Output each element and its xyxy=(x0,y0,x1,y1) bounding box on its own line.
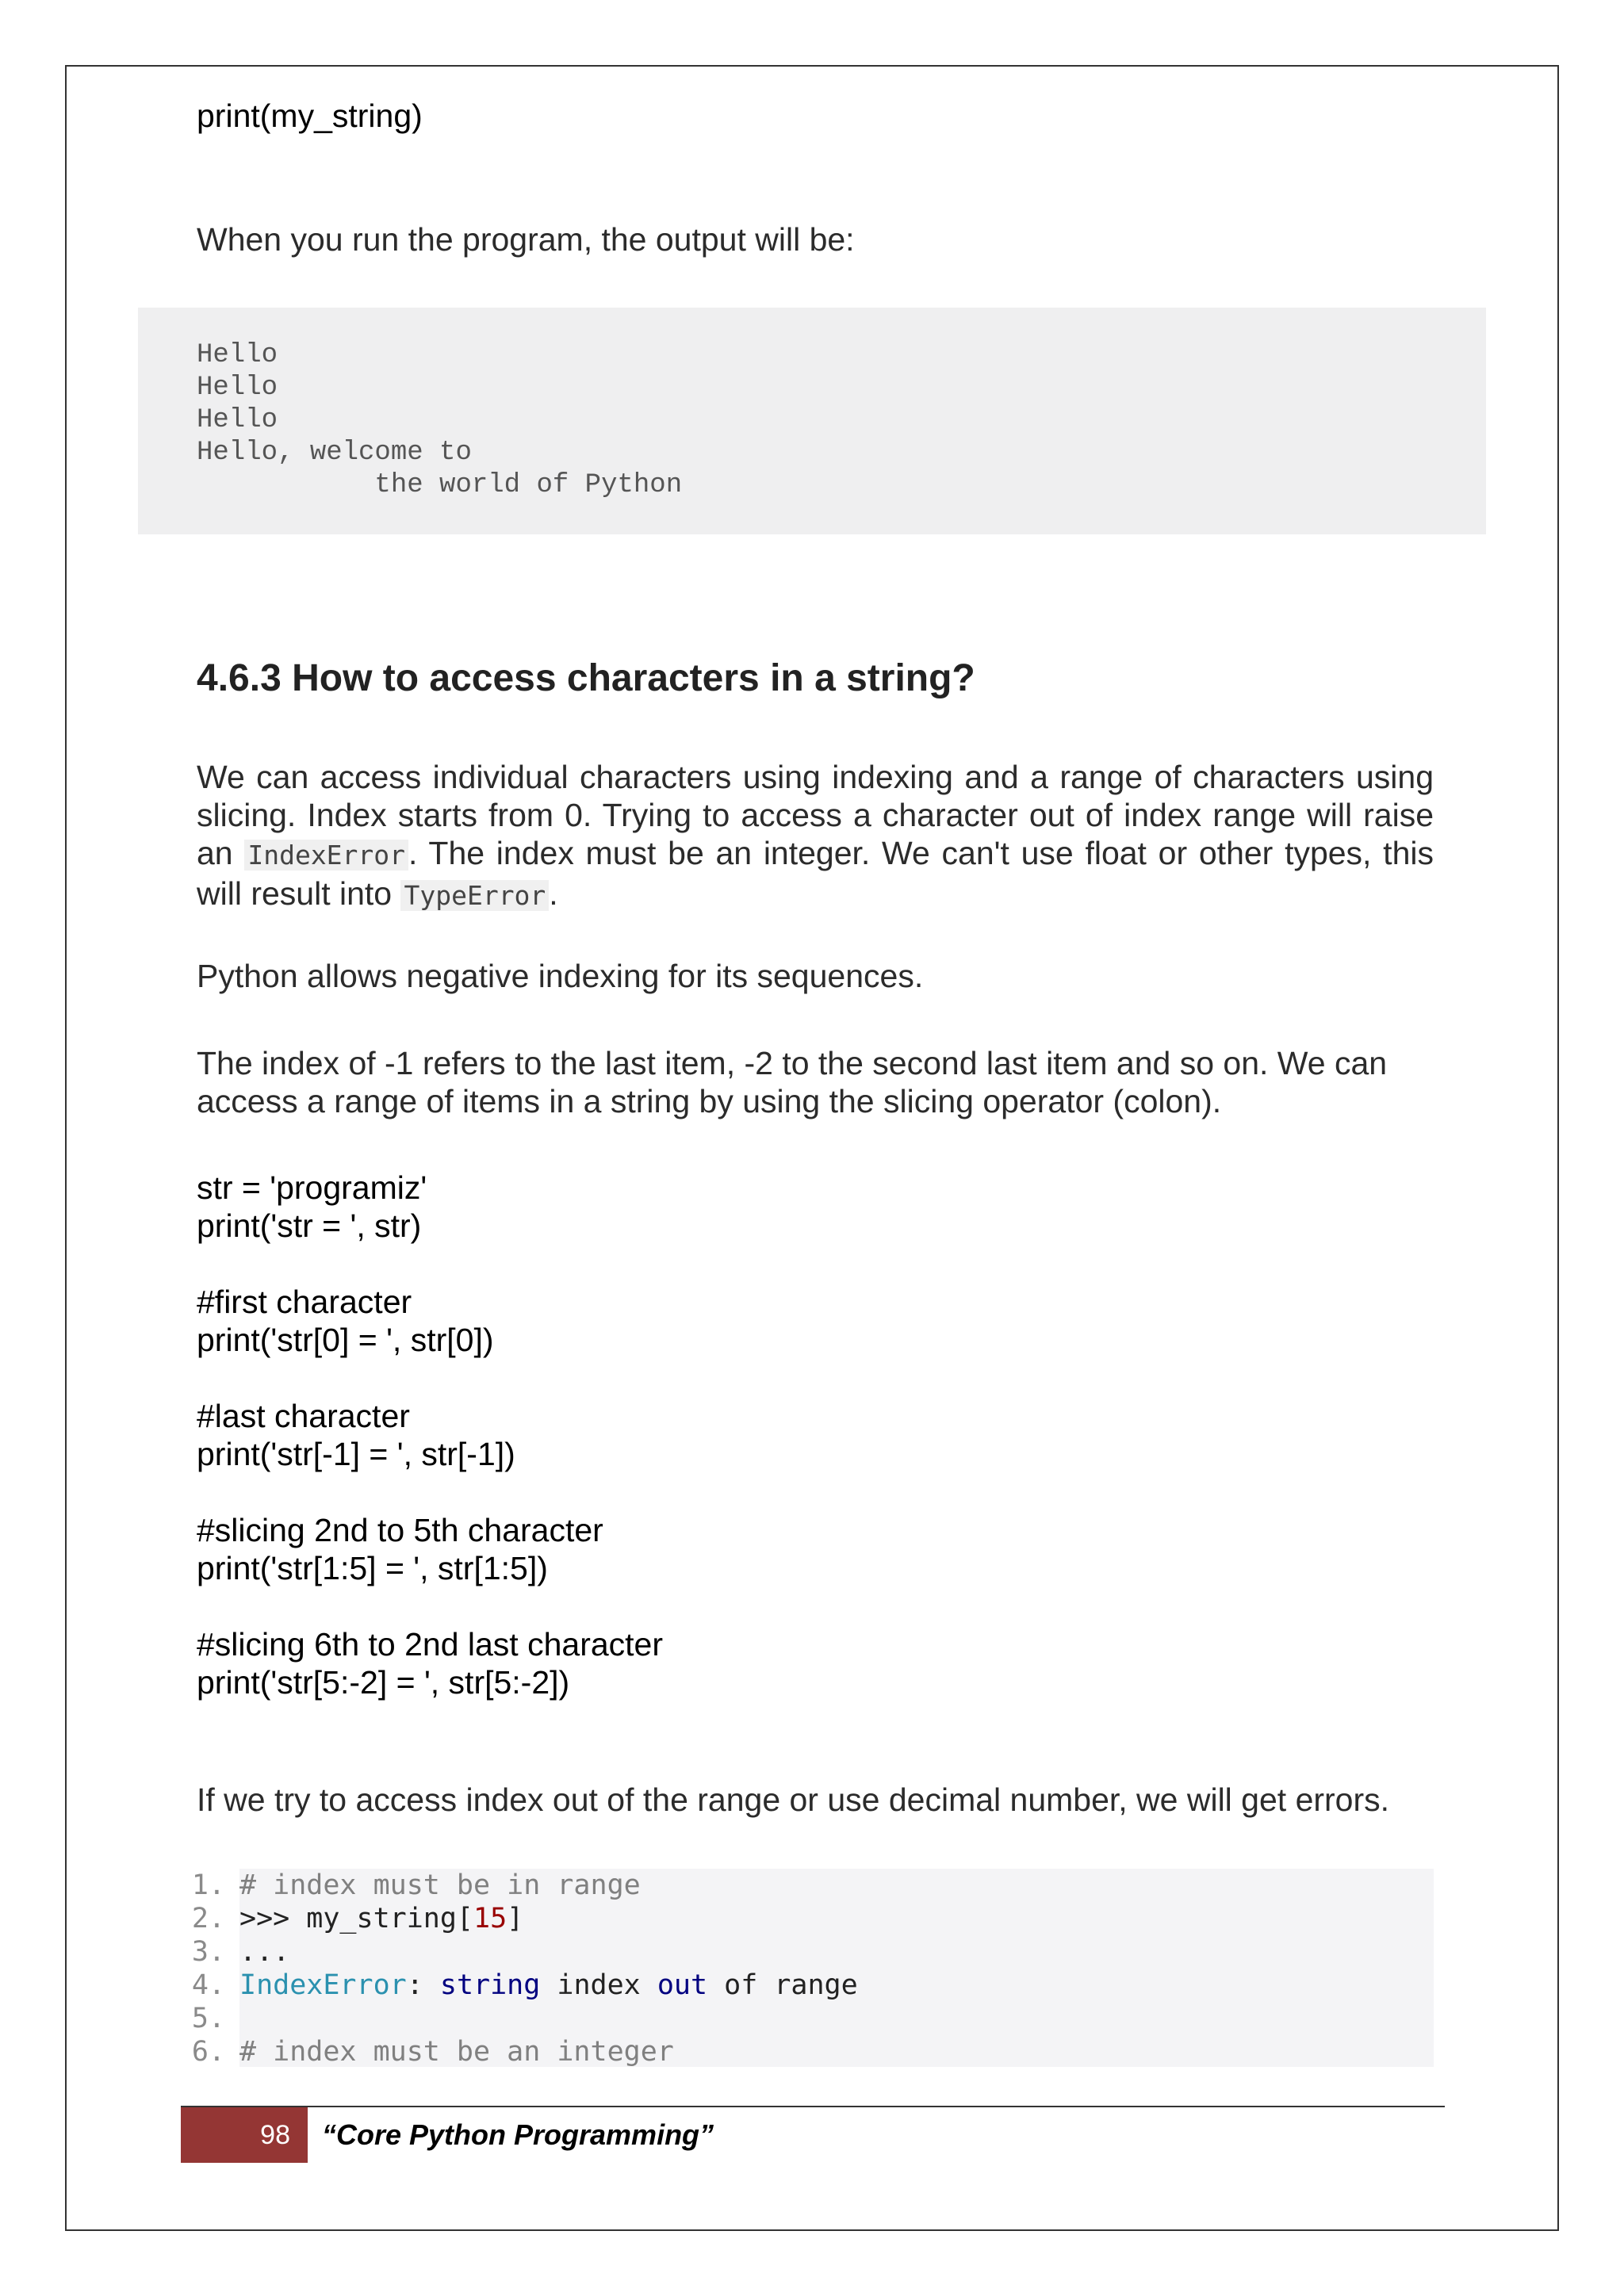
para-text: . The index must be an integer. We can't use float or other types, this will result into xyxy=(197,835,1434,912)
listing-row xyxy=(173,2002,1434,2035)
code-token: : xyxy=(406,1969,440,2001)
listing-row xyxy=(173,1935,1434,1969)
listing-row xyxy=(173,1869,1434,1902)
code-line: #slicing 6th to 2nd last character xyxy=(197,1626,663,1663)
code-line-print: print(my_string) xyxy=(197,98,423,134)
page-number: 98 xyxy=(181,2107,308,2163)
para-text: . xyxy=(549,875,558,912)
code-line xyxy=(197,1245,1434,1283)
code-line xyxy=(197,1359,1434,1397)
listing-row xyxy=(173,1902,1434,1935)
code-text xyxy=(239,1902,523,1935)
code-token: >>> my_string[ xyxy=(239,1903,474,1934)
line-number: 4. xyxy=(173,1969,239,2002)
output-block: Hello Hello Hello Hello, welcome to the world of Python xyxy=(138,308,1486,534)
code-class: IndexError xyxy=(239,1969,407,2001)
section-heading: 4.6.3 How to access characters in a string? xyxy=(197,657,975,699)
paragraph-indexing xyxy=(197,758,1434,915)
output-intro: When you run the program, the output will be: xyxy=(197,221,855,258)
paragraph-slicing: The index of -1 refers to the last item, -2 to the second last item and so on. We can access a range of items in a string by using the slicing operator (colon). xyxy=(197,1045,1388,1119)
code-token: ] xyxy=(507,1903,524,1934)
line-number: 3. xyxy=(173,1935,239,1969)
paragraph-negative-indexing: Python allows negative indexing for its sequences. xyxy=(197,958,924,994)
code-comment: # index must be an integer xyxy=(239,2036,674,2068)
line-number: 2. xyxy=(173,1902,239,1935)
code-line: print('str = ', str) xyxy=(197,1207,422,1244)
para-text: We can access individual characters using indexing and a range of characters using slicing. Index starts from 0. Trying to access a character out of index range will raise an xyxy=(197,759,1434,871)
code-line xyxy=(197,1587,1434,1625)
listing-row xyxy=(173,1969,1434,2002)
code-keyword: out xyxy=(657,1969,708,2001)
listing-row xyxy=(173,2035,1434,2068)
line-number: 1. xyxy=(173,1869,239,1902)
errors-intro: If we try to access index out of the range or use decimal number, we will get errors. xyxy=(197,1781,1390,1818)
code-line: #last character xyxy=(197,1398,410,1434)
book-title: “Core Python Programming” xyxy=(322,2118,714,2151)
line-number: 6. xyxy=(173,2035,239,2068)
code-token: index xyxy=(540,1969,657,2001)
code-number: 15 xyxy=(473,1903,508,1934)
code-keyword: string xyxy=(439,1969,541,2001)
example-code xyxy=(197,1169,1434,1701)
code-token: of range xyxy=(707,1969,858,2001)
inline-code-indexerror: IndexError xyxy=(244,840,408,871)
numbered-code-listing xyxy=(173,1869,1434,2067)
code-line: print('str[0] = ', str[0]) xyxy=(197,1322,494,1358)
code-line: #first character xyxy=(197,1284,412,1320)
code-text xyxy=(239,1969,858,2002)
code-line: str = 'programiz' xyxy=(197,1169,427,1206)
code-text: ... xyxy=(239,1936,290,1968)
code-line: print('str[5:-2] = ', str[5:-2]) xyxy=(197,1664,570,1701)
code-line: #slicing 2nd to 5th character xyxy=(197,1512,603,1548)
line-number: 5. xyxy=(173,2002,239,2035)
code-line: print('str[-1] = ', str[-1]) xyxy=(197,1436,515,1472)
code-line xyxy=(197,1473,1434,1511)
inline-code-typeerror: TypeError xyxy=(400,880,549,911)
code-line: print('str[1:5] = ', str[1:5]) xyxy=(197,1550,548,1586)
code-comment: # index must be in range xyxy=(239,1869,641,1901)
